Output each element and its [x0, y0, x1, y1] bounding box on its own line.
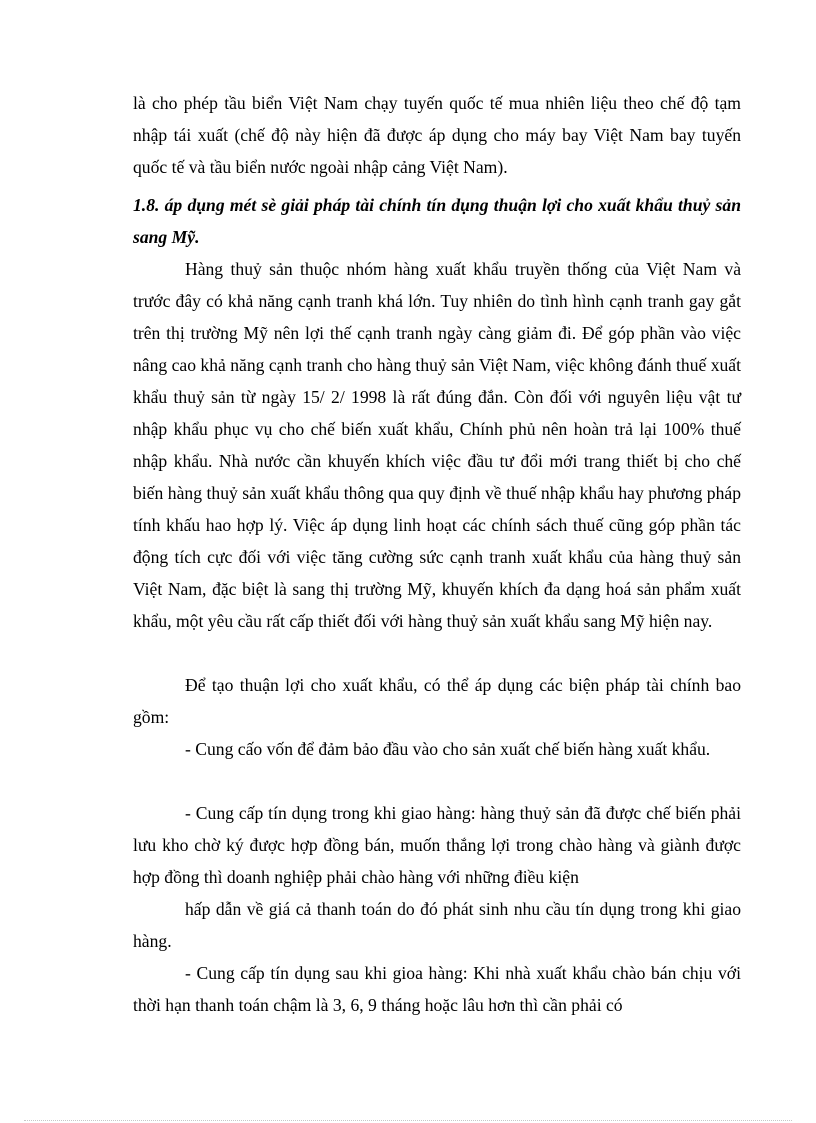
- paragraph-seafood-competitiveness: Hàng thuỷ sản thuộc nhóm hàng xuất khẩu truyền thống của Việt Nam và trước đây có khả năng cạnh tranh khá lớn. Tuy nhiên do tình hình cạnh tranh gay gắt trên thị trường Mỹ nên lợi thế cạnh tranh ngày càng giảm đi. Để góp phần vào việc nâng cao khả năng cạnh tranh cho hàng thuỷ sản Việt Nam, việc không đánh thuế xuất khẩu thuỷ sản từ ngày 15/ 2/ 1998 là rất đúng đắn. Còn đối với nguyên liệu vật tư nhập khẩu phục vụ cho chế biến xuất khẩu, Chính phủ nên hoàn trả lại 100% thuế nhập khẩu. Nhà nước cần khuyến khích việc đầu tư đổi mới trang thiết bị cho chế biến hàng thuỷ sản xuất khẩu thông qua quy định về thuế nhập khẩu hay phương pháp tính khấu hao hợp lý. Việc áp dụng linh hoạt các chính sách thuế cũng góp phần tác động tích cực đối với việc tăng cường sức cạnh tranh xuất khẩu của hàng thuỷ sản Việt Nam, đặc biệt là sang thị trường Mỹ, khuyến khích đa dạng hoá sản phẩm xuất khẩu, một yêu cầu rất cấp thiết đối với hàng thuỷ sản xuất khẩu sang Mỹ hiện nay.: [133, 259, 741, 631]
- list-item-credit-during-delivery: - Cung cấp tín dụng trong khi giao hàng: hàng thuỷ sản đã được chế biến phải lưu kho chờ ký được hợp đồng bán, muốn thắng lợi trong chào hàng và giành được hợp đồng thì doanh nghiệp phải chào hàng với những điều kiện: [133, 803, 741, 887]
- page-bottom-divider: [24, 1120, 792, 1121]
- list-item-capital-supply: - Cung cấo vốn để đảm bảo đầu vào cho sản xuất chế biến hàng xuất khẩu.: [185, 739, 711, 759]
- list-item-credit-after-delivery: - Cung cấp tín dụng sau khi gioa hàng: Khi nhà xuất khẩu chào bán chịu với thời hạn thanh toán chậm là 3, 6, 9 tháng hoặc lâu hơn thì cần phải có: [133, 963, 741, 1015]
- section-heading: 1.8. áp dụng mét sè giải pháp tài chính tín dụng thuận lợi cho xuất khẩu thuỷ sản sang Mỹ.: [133, 195, 741, 247]
- paragraph-credit-during-delivery-continued: hấp dẫn về giá cả thanh toán do đó phát sinh nhu cầu tín dụng trong khi giao hàng.: [133, 899, 741, 951]
- paragraph-continuation: là cho phép tầu biển Việt Nam chạy tuyến quốc tế mua nhiên liệu theo chế độ tạm nhập tái xuất (chế độ này hiện đã được áp dụng cho máy bay Việt Nam bay tuyến quốc tế và tầu biển nước ngoài nhập cảng Việt Nam).: [133, 93, 741, 177]
- paragraph-financial-measures-intro: Để tạo thuận lợi cho xuất khẩu, có thể áp dụng các biện pháp tài chính bao gồm:: [133, 675, 741, 727]
